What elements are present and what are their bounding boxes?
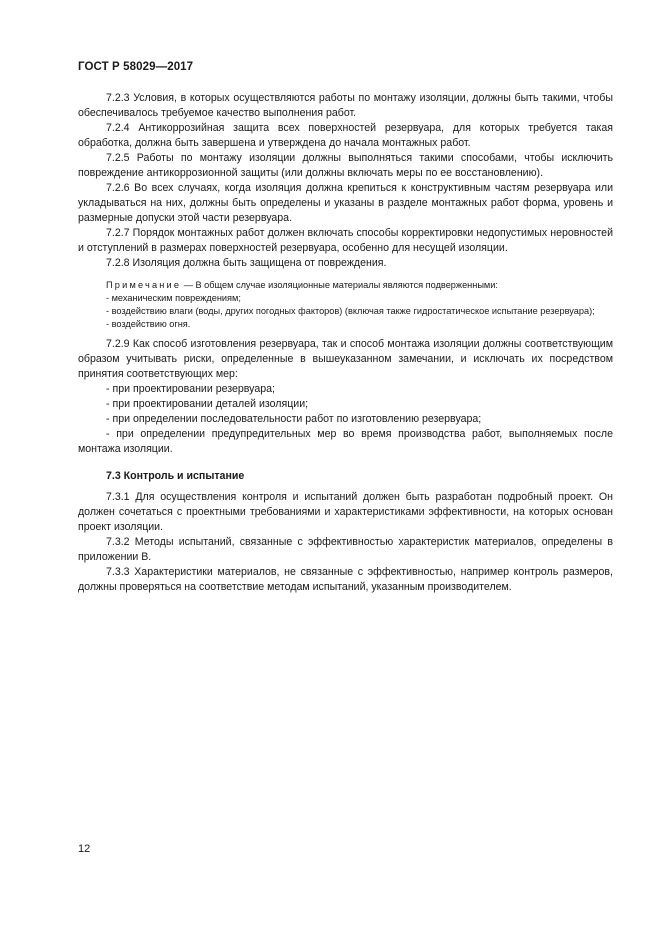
list-item: - при проектировании деталей изоляции; bbox=[106, 398, 309, 410]
note-label: Примечание bbox=[106, 280, 182, 290]
document-body bbox=[78, 91, 613, 595]
paragraph-7-2-9: 7.2.9 Как способ изготовления резервуара, так и способ монтажа изоляции должны соответствующим образом учитывать риски, определенные в вышеуказанном замечании, и исключать их посредством принятия соответствующих мер: bbox=[78, 338, 613, 380]
paragraph-7-2-8: 7.2.8 Изоляция должна быть защищена от повреждения. bbox=[106, 257, 387, 269]
list-item: - при определении предупредительных мер во время производства работ, выполняемых после монтажа изоляции. bbox=[78, 428, 613, 455]
note-item: - механическим повреждениям; bbox=[106, 293, 241, 303]
section-title: 7.3 Контроль и испытание bbox=[106, 470, 245, 482]
note-heading bbox=[78, 279, 613, 292]
paragraph-7-3-1: 7.3.1 Для осуществления контроля и испытаний должен быть разработан подробный проект. Он должен сочетаться с проектными требованиями и характеристиками эффективности, на которых основан проект изоляции. bbox=[78, 491, 613, 533]
paragraph-7-2-7: 7.2.7 Порядок монтажных работ должен включать способы корректировки недопустимых неровностей и отступлений в размерах поверхностей резервуара, особенно для несущей изоляции. bbox=[78, 227, 613, 254]
document-header: ГОСТ Р 58029—2017 bbox=[78, 61, 194, 73]
list-item: - при определении последовательности работ по изготовлению резервуара; bbox=[106, 413, 482, 425]
paragraph-7-2-5: 7.2.5 Работы по монтажу изоляции должны выполняться такими способами, чтобы исключить повреждение антикоррозионной защиты (или должны включать меры по ее восстановлению). bbox=[78, 152, 613, 179]
page-number: 12 bbox=[78, 843, 91, 855]
note-text: В общем случае изоляционные материалы являются подверженными: bbox=[195, 280, 498, 290]
note-block bbox=[78, 279, 613, 331]
paragraph-7-2-6: 7.2.6 Во всех случаях, когда изоляция должна крепиться к конструктивным частям резервуара или укладываться на них, должны быть определены и указаны в разделе монтажных работ форма, уровень и размерные допуски этой части резервуара. bbox=[78, 182, 613, 224]
paragraph-7-3-2: 7.3.2 Методы испытаний, связанные с эффективностью характеристик материалов, определены в приложении В. bbox=[78, 536, 613, 563]
paragraph-7-2-3: 7.2.3 Условия, в которых осуществляются работы по монтажу изоляции, должны быть такими, чтобы обеспечивалось требуемое качество выполнения работ. bbox=[78, 92, 613, 119]
paragraph-7-3-3: 7.3.3 Характеристики материалов, не связанные с эффективностью, например контроль размеров, должны проверяться на соответствие методам испытаний, указанным производителем. bbox=[78, 566, 613, 593]
list-item: - при проектировании резервуара; bbox=[106, 383, 275, 395]
paragraph-7-2-4: 7.2.4 Антикоррозийная защита всех поверхностей резервуара, для которых требуется такая обработка, должна быть завершена и утверждена до начала монтажных работ. bbox=[78, 122, 613, 149]
note-dash: — bbox=[181, 280, 196, 290]
note-item: - воздействию влаги (воды, других погодных факторов) (включая также гидростатическое испытание резервуара); bbox=[106, 306, 595, 316]
note-item: - воздействию огня. bbox=[106, 319, 191, 329]
